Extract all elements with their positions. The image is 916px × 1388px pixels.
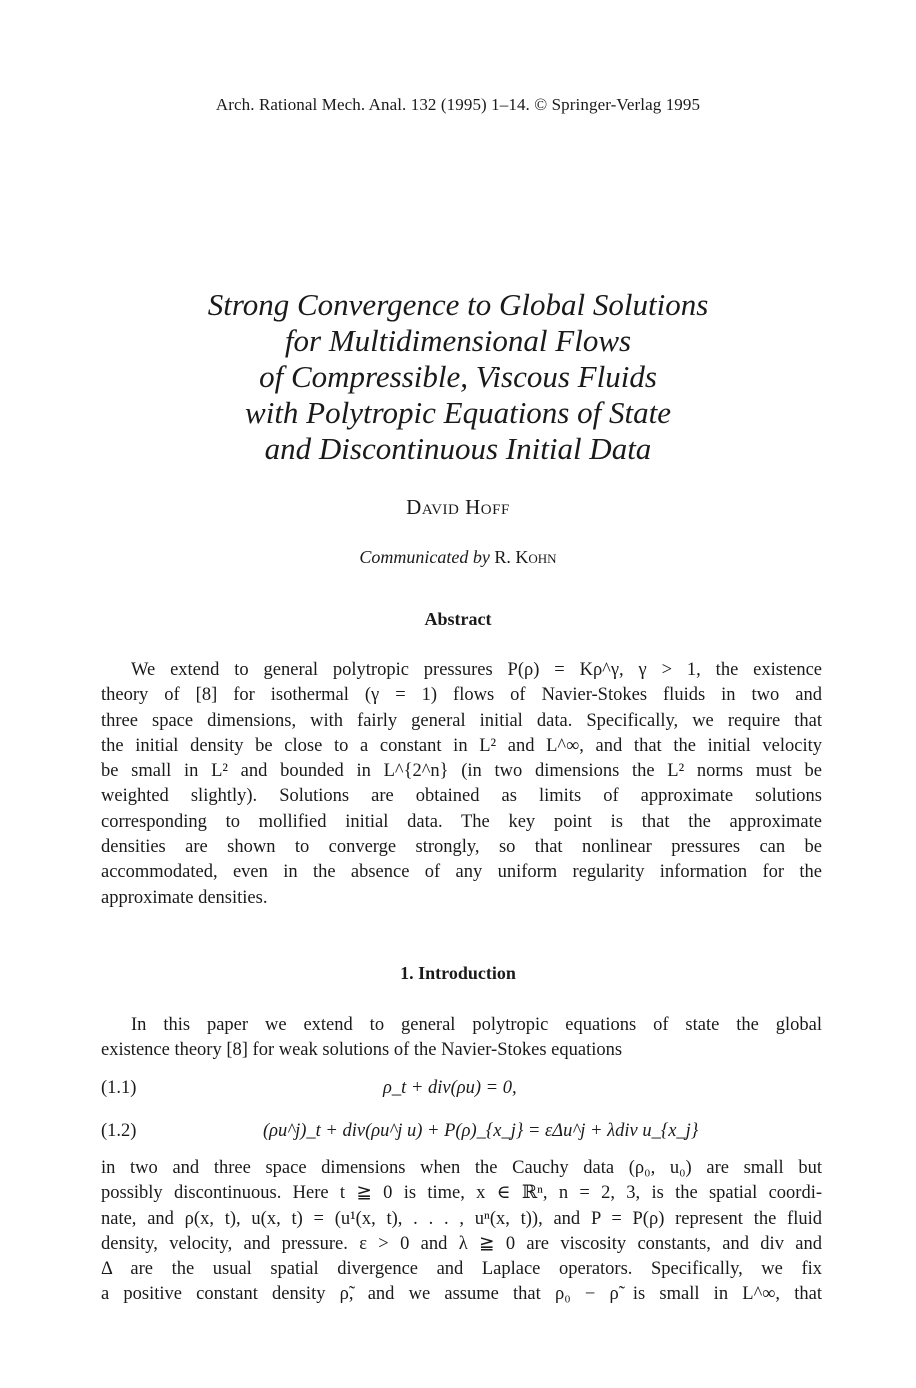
abstract-line: accommodated, even in the absence of any uniform regularity information for the <box>101 862 822 883</box>
title-line: with Polytropic Equations of State <box>245 395 671 430</box>
abstract-line: We extend to general polytropic pressures P(ρ) = Kρ^γ, γ > 1, the existence <box>131 660 822 680</box>
abstract-line: densities are shown to converge strongly, so that nonlinear pressures can be <box>101 837 822 858</box>
equation-number: (1.2) <box>101 1121 137 1141</box>
section-heading: 1. Introduction <box>400 963 516 983</box>
running-head: Arch. Rational Mech. Anal. 132 (1995) 1–14. © Springer-Verlag 1995 <box>215 95 701 114</box>
body-paragraph <box>101 1156 822 1308</box>
equation-1-2 <box>101 1121 822 1147</box>
communicator-name: Kohn <box>515 547 557 567</box>
title-line: for Multidimensional Flows <box>284 323 632 358</box>
communicator-initial: R. <box>494 547 511 567</box>
body-line: possibly discontinuous. Here t ≧ 0 is time, x ∈ ℝⁿ, n = 2, 3, is the spatial coordi- <box>101 1183 822 1204</box>
abstract-line: weighted slightly). Solutions are obtained as limits of approximate solutions <box>101 786 822 807</box>
abstract-line: be small in L² and bounded in L^{2^n} (in two dimensions the L² norms must be <box>101 761 822 782</box>
title-line: and Discontinuous Initial Data <box>264 431 652 466</box>
body-line: density, velocity, and pressure. ε > 0 and λ ≧ 0 are viscosity constants, and div and <box>101 1233 822 1254</box>
abstract-body <box>101 658 822 911</box>
body-line: Δ are the usual spatial divergence and Laplace operators. Specifically, we fix <box>101 1259 822 1280</box>
abstract-line: three space dimensions, with fairly general initial data. Specifically, we require that <box>101 710 822 731</box>
intro-line: existence theory [8] for weak solutions of the Navier-Stokes equations <box>101 1040 623 1061</box>
body-line: nate, and ρ(x, t), u(x, t) = (u¹(x, t), . . . , uⁿ(x, t)), and P = P(ρ) represent the fluid <box>101 1208 822 1229</box>
equation-body: ρ_t + div(ρu) = 0, <box>383 1078 517 1098</box>
equation-1-1 <box>101 1078 822 1104</box>
abstract-line: theory of [8] for isothermal (γ = 1) flows of Navier-Stokes fluids in two and <box>101 685 822 706</box>
equation-body: (ρu^j)_t + div(ρu^j u) + P(ρ)_{x_j} = εΔu^j + λdiv u_{x_j} <box>263 1121 699 1141</box>
paper-title <box>100 287 816 467</box>
body-line: in two and three space dimensions when the Cauchy data (ρ₀, u₀) are small but <box>101 1158 822 1178</box>
abstract-line: corresponding to mollified initial data. The key point is that the approximate <box>101 811 822 832</box>
author-name: David Hoff <box>406 495 510 519</box>
intro-paragraph <box>101 1013 822 1064</box>
intro-line: In this paper we extend to general polytropic equations of state the global <box>131 1015 822 1035</box>
title-line: of Compressible, Viscous Fluids <box>259 359 657 394</box>
communicated-prefix: Communicated by <box>359 547 490 567</box>
abstract-line: approximate densities. <box>101 887 268 908</box>
abstract-heading: Abstract <box>424 609 492 629</box>
equation-number: (1.1) <box>101 1078 137 1098</box>
abstract-line: the initial density be close to a constant in L² and L^∞, and that the initial velocity <box>101 735 822 756</box>
body-line: a positive constant density ρ̃, and we assume that ρ₀ − ρ̃ is small in L^∞, that <box>101 1284 822 1305</box>
title-line: Strong Convergence to Global Solutions <box>207 287 709 322</box>
communicated-by <box>0 547 916 568</box>
